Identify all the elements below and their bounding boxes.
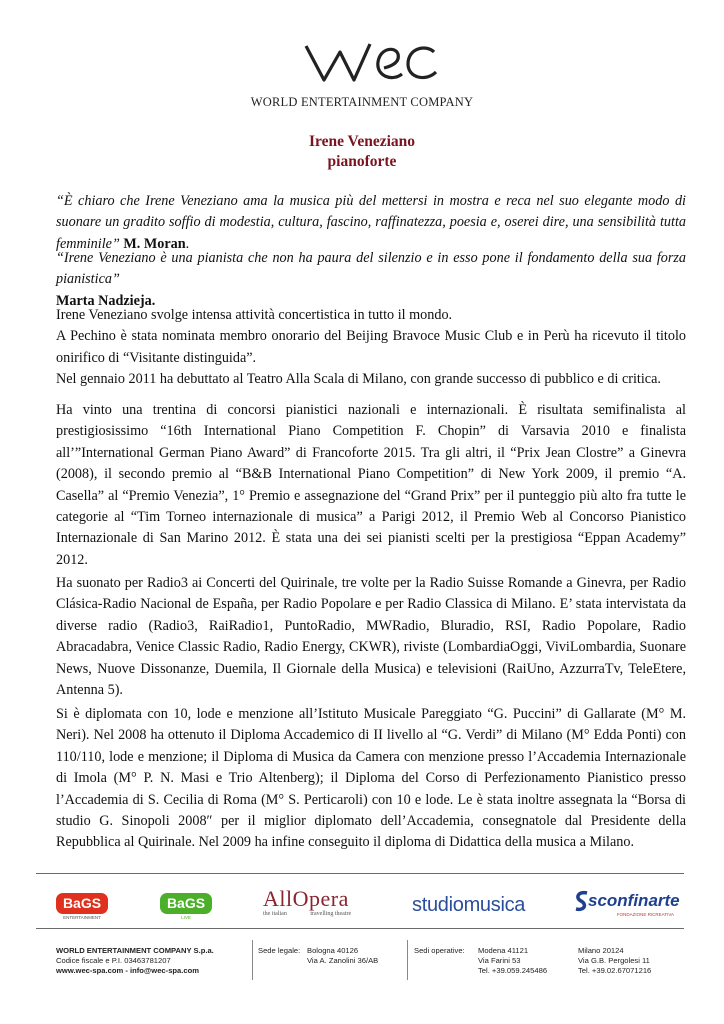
footer-legal-label: Sede legale: [258, 946, 301, 955]
sconfinarte-logo [574, 890, 680, 922]
company-name: WORLD ENTERTAINMENT COMPANY [250, 95, 474, 109]
footer-ops1-city: Modena 41121 [478, 946, 529, 955]
bio-line: A Pechino è stata nominata membro onorario del Beijing Bravoce Music Club e in Perù ha ricevuto il titolo onirifico di “Visitante distinguida”. [56, 328, 686, 366]
bio-paragraph-1 [56, 305, 686, 391]
allopera-sub-1: the italian [263, 911, 287, 917]
footer-ops-label: Sedi operative: [414, 946, 465, 955]
footer-divider-bottom [36, 928, 684, 929]
footer-ops-milano [578, 946, 686, 976]
sconfinarte-sub: FONDAZIONE RICREATIVA [616, 912, 674, 917]
bags-logo-text: BaGS [56, 893, 108, 914]
allopera-name: AllOpera [263, 886, 349, 911]
footer-ops-modena [478, 946, 568, 976]
quote-2 [56, 248, 686, 312]
footer-ops1-tel: Tel. +39.059.245486 [478, 966, 548, 975]
artist-instrument: pianoforte [327, 153, 397, 170]
footer-divider-top [36, 873, 684, 874]
bags-entertainment-logo [56, 893, 108, 921]
quote-1-text: “È chiaro che Irene Veneziano ama la musica più del mettersi in mostra e reca nel suo elegante modo di suonare un gradito soffio di modestia, cultura, fascino, raffinatezza, poesia e, oserei dire, una sensibilità tutta femminile” [56, 193, 686, 252]
quote-1-end: . [185, 235, 190, 252]
bags-logo-sub: ENTERTAINMENT [63, 915, 101, 920]
quote-2-text: “Irene Veneziano è una pianista che non ha paura del silenzio e in esso pone il fondamento della sua forza pianistica” [56, 250, 686, 288]
bags-live-logo-text: BaGS [160, 893, 212, 914]
studiomusica-logo: studiomusica [412, 894, 526, 916]
footer-legal-street: Via A. Zanolini 36/AB [307, 956, 379, 965]
footer-ops1-street: Via Farini 53 [478, 956, 521, 965]
footer-separator [407, 940, 408, 980]
footer-fiscal: Codice fiscale e P.I. 03463781207 [56, 956, 171, 965]
bags-live-logo-sub: LIVE [181, 915, 191, 920]
footer-company-name: WORLD ENTERTAINMENT COMPANY S.p.a. [56, 946, 214, 955]
footer-ops2-tel: Tel. +39.02.67071216 [578, 966, 652, 975]
footer-web: www.wec-spa.com - info@wec-spa.com [56, 966, 199, 975]
quote-1-author: M. Moran [123, 235, 186, 252]
bio-paragraph-2: Ha vinto una trentina di concorsi pianistici nazionali e internazionali. È risultata semifinalista al prestigiosissimo “16th International Piano Competition F. Chopin” di Varsavia 2010 e finalista all’”International German Piano Award” di Francoforte 2015. Tra gli altri, il “Prix Jean Clostre” a Ginevra (2008), il secondo premio al “B&B International Piano Competition” di New York 2009, il premio “A. Casella” al “Premio Venezia”, 1° Premio e assegnazione del “Grand Prix” per il punteggio più alto fra tutte le categorie al “Tim Torneo internazionale di musica” a Parigi 2012, il Premio Web al Concorso Pianistico Internazionale di San Marino 2012. È stata una dei sei pianisti scelti per la prestigiosa “Eppan Academy” 2012. [56, 402, 686, 568]
footer-company [56, 946, 246, 976]
sconfinarte-name: sconfinarte [588, 891, 680, 910]
bio-paragraph-3: Ha suonato per Radio3 ai Concerti del Quirinale, tre volte per la Radio Suisse Romande a Ginevra, per Radio Clásica-Radio Nacional de España, per Radio Popolare e per Radio Classica di Milano. E’ stata intervistata da diverse radio (Radio3, RaiRadio1, PuntoRadio, MWRadio, Bluradio, RSI, Radio Popolare, Radio Abracadabra, Venice Classic Radio, Radio Energy, CKWR), riviste (LombardiaOggi, ViviLombardia, Suonare News, Nuove Dissonanze, Duemila, Il Giornale della Musica) e televisioni (RaiUno, AzzurraTv, TeleEtere, Antenna 5). [56, 575, 686, 699]
footer-ops2-street: Via G.B. Pergolesi 11 [578, 956, 650, 965]
footer-ops2-city: Milano 20124 [578, 946, 624, 955]
footer-separator [252, 940, 253, 980]
quote-2-author: Marta Nadzieja. [56, 292, 156, 309]
bio-line: Nel gennaio 2011 ha debuttato al Teatro Alla Scala di Milano, con grande successo di pubblico e di critica. [56, 371, 661, 388]
wec-logo [300, 36, 440, 88]
bio-paragraph-4: Si è diplomata con 10, lode e menzione all’Istituto Musicale Pareggiato “G. Puccini” di Gallarate (M° M. Neri). Nel 2008 ha ottenuto il Diploma Accademico di II livello al “G. Verdi” di Milano (M° Edda Ponti) con 110/110, lode e menzione; il Diploma di Musica da Camera con menzione presso l’Accademia Internazionale di Imola (M° P. N. Masi e Trio Altenberg); il Diploma del Corso di Perfezionamento Pianistico presso l’Accademia di S. Cecilia di Roma (M° S. Perticaroli) con 10 e lode. Le è stata inoltre assegnata la “Borsa di studio G. Sinopoli 2008″ per il miglior diplomato dell’Accademia, consegnatole dal Presidente della Repubblica al Quirinale. Nel 2009 ha infine conseguito il diploma di Didattica della musica a Milano. [56, 706, 686, 851]
quote-1 [56, 191, 686, 255]
allopera-sub-2: travelling theatre [310, 911, 352, 917]
bio-line: Irene Veneziano svolge intensa attività concertistica in tutto il mondo. [56, 307, 453, 323]
allopera-logo [263, 887, 373, 923]
footer-legal-address [307, 946, 403, 966]
artist-name: Irene Veneziano [308, 133, 416, 150]
bags-live-logo [160, 893, 212, 921]
footer-legal-city: Bologna 40126 [307, 946, 359, 955]
